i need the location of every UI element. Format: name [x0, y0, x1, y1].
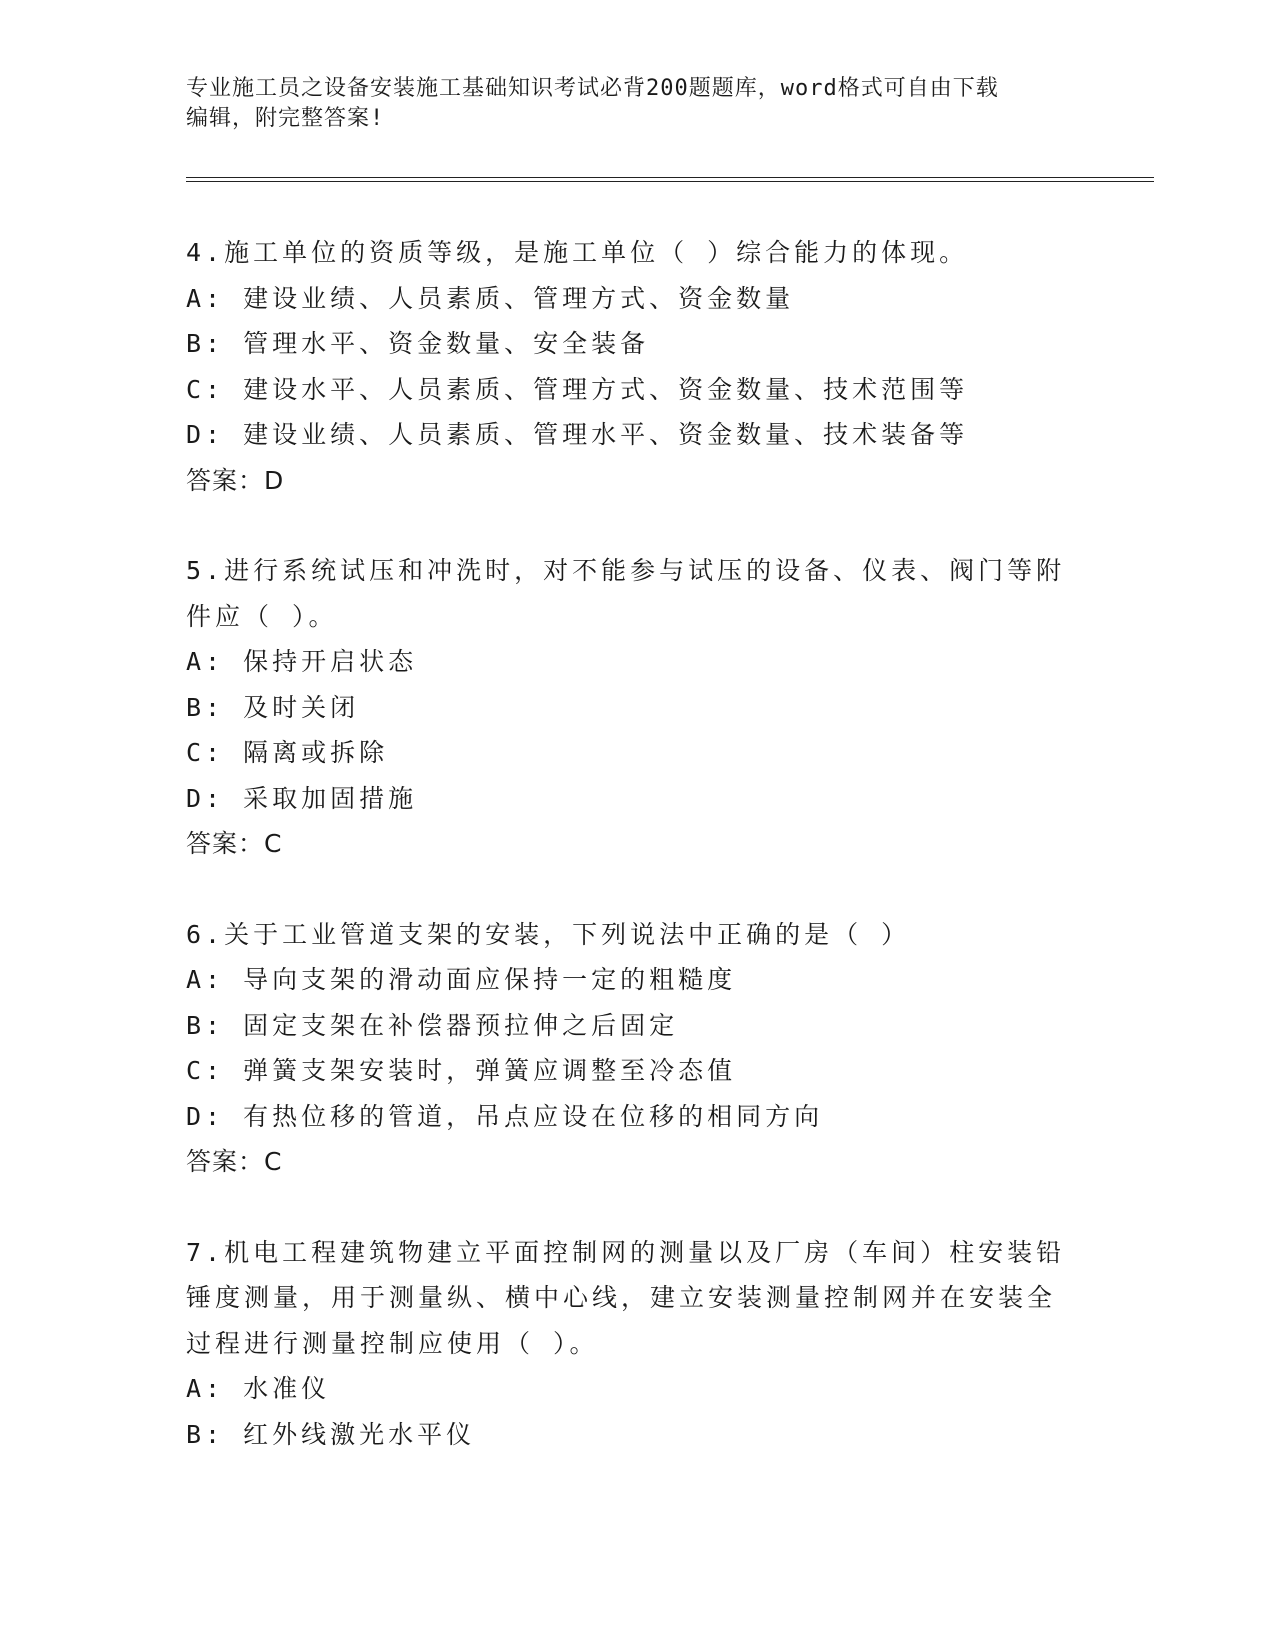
question-text: 过程进行测量控制应使用（ ）。 — [186, 1328, 599, 1358]
option-b: B: 红外线激光水平仪 — [186, 1419, 476, 1449]
header-divider-bottom — [186, 181, 1154, 182]
option-a: A: 水准仪 — [186, 1374, 331, 1403]
question-text: 7.机电工程建筑物建立平面控制网的测量以及厂房（车间）柱安装铅 — [186, 1237, 1066, 1267]
question-4 — [186, 230, 1086, 503]
option-d: D: 有热位移的管道，吊点应设在位移的相同方向 — [186, 1101, 824, 1131]
question-text: 锤度测量，用于测量纵、横中心线，建立安装测量控制网并在安装全 — [186, 1283, 1057, 1312]
option-c: C: 隔离或拆除 — [186, 738, 389, 767]
question-text: 5.进行系统试压和冲洗时，对不能参与试压的设备、仪表、阀门等附 — [186, 556, 1066, 585]
question-text: 6.关于工业管道支架的安装，下列说法中正确的是（ ） — [186, 919, 911, 949]
question-text: 4.施工单位的资质等级，是施工单位（ ）综合能力的体现。 — [186, 238, 969, 267]
option-c: C: 弹簧支架安装时，弹簧应调整至冷态值 — [186, 1056, 737, 1085]
option-b: B: 管理水平、资金数量、安全装备 — [186, 329, 650, 358]
answer-line: 答案：D — [186, 465, 285, 495]
option-d: D: 采取加固措施 — [186, 783, 418, 813]
answer-line: 答案：C — [186, 829, 283, 858]
document-header — [186, 74, 1066, 134]
header-line: 专业施工员之设备安装施工基础知识考试必背200题题库，word格式可自由下载 — [186, 76, 999, 101]
question-5 — [186, 548, 1086, 867]
answer-line: 答案：C — [186, 1147, 283, 1176]
option-b: B: 及时关闭 — [186, 692, 360, 722]
option-c: C: 建设水平、人员素质、管理方式、资金数量、技术范围等 — [186, 374, 969, 404]
question-list — [186, 230, 1086, 1502]
option-a: A: 建设业绩、人员素质、管理方式、资金数量 — [186, 283, 795, 313]
question-6 — [186, 912, 1086, 1185]
option-d: D: 建设业绩、人员素质、管理水平、资金数量、技术装备等 — [186, 420, 969, 449]
option-a: A: 导向支架的滑动面应保持一定的粗糙度 — [186, 965, 737, 994]
header-divider-top — [186, 177, 1154, 178]
header-line: 编辑，附完整答案! — [186, 106, 385, 131]
question-text: 件应（ ）。 — [186, 601, 338, 631]
question-7 — [186, 1230, 1086, 1458]
option-b: B: 固定支架在补偿器预拉伸之后固定 — [186, 1010, 679, 1040]
option-a: A: 保持开启状态 — [186, 647, 418, 676]
